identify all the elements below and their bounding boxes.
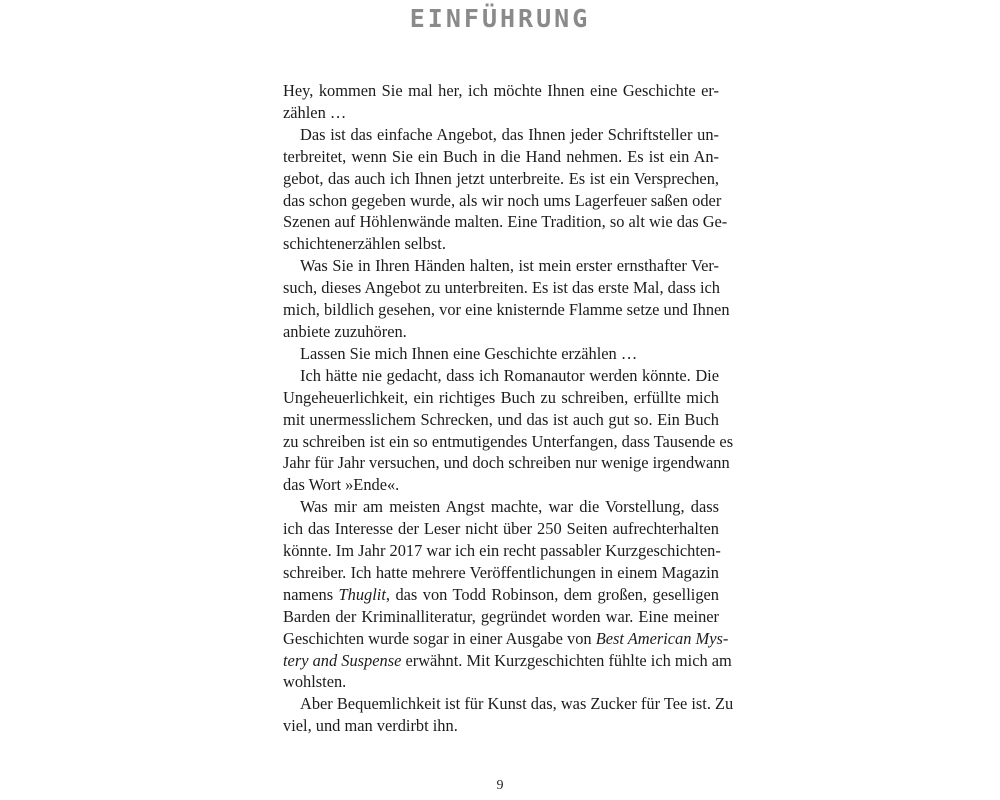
anthology-title: tery and Suspense bbox=[283, 650, 402, 670]
text-line bbox=[283, 584, 719, 606]
text-line: könnte. Im Jahr 2017 war ich ein recht passabler Kurzgeschichten- bbox=[283, 541, 721, 561]
text-line: Szenen auf Höhlenwände malten. Eine Tradition, so alt wie das Ge- bbox=[283, 212, 728, 232]
text-line: wohlsten. bbox=[283, 672, 347, 692]
text-line: mit unermesslichem Schrecken, und das ist auch gut so. Ein Buch bbox=[283, 409, 719, 429]
text-segment: Geschichten wurde sogar in einer Ausgabe von bbox=[283, 628, 596, 648]
text-line: zählen … bbox=[283, 102, 347, 122]
chapter-title: EINFÜHRUNG bbox=[409, 4, 591, 33]
text-line: Was Sie in Ihren Händen halten, ist mein erster ernsthafter Ver- bbox=[300, 256, 719, 276]
text-line: gebot, das auch ich Ihnen jetzt unterbreite. Es ist ein Versprechen, bbox=[283, 168, 719, 188]
magazine-title: Thuglit bbox=[338, 584, 386, 604]
text-line: Ich hätte nie gedacht, dass ich Romanautor werden könnte. Die bbox=[300, 365, 719, 385]
text-line: terbreitet, wenn Sie ein Buch in die Hand nehmen. Es ist ein An- bbox=[283, 146, 719, 166]
text-line: ich das Interesse der Leser nicht über 250 Seiten aufrechterhalten bbox=[283, 519, 719, 539]
page-number: 9 bbox=[496, 778, 504, 793]
text-line: Ungeheuerlichkeit, ein richtiges Buch zu schreiben, erfüllte mich bbox=[283, 387, 719, 407]
text-line: Lassen Sie mich Ihnen eine Geschichte erzählen … bbox=[300, 343, 638, 363]
anthology-title: Best American Mys- bbox=[595, 628, 729, 648]
text-line: schreiber. Ich hatte mehrere Veröffentlichungen in einem Magazin bbox=[283, 562, 719, 582]
text-line: schichtenerzählen selbst. bbox=[283, 234, 446, 254]
text-line: das Wort »Ende«. bbox=[283, 475, 400, 495]
body-text bbox=[283, 80, 734, 737]
text-line: Das ist das einfache Angebot, das Ihnen jeder Schriftsteller un- bbox=[300, 124, 719, 144]
text-line: zu schreiben ist ein so entmutigendes Unterfangen, dass Tausende es bbox=[283, 431, 734, 451]
text-segment: namens bbox=[283, 584, 339, 604]
text-line: Was mir am meisten Angst machte, war die Vorstellung, dass bbox=[300, 497, 719, 517]
text-line bbox=[283, 628, 729, 650]
text-line: such, dieses Angebot zu unterbreiten. Es ist das erste Mal, dass ich bbox=[283, 278, 720, 298]
text-segment: , das von Todd Robinson, dem großen, geselligen bbox=[385, 584, 719, 604]
text-segment: erwähnt. Mit Kurzgeschichten fühlte ich mich am bbox=[401, 650, 732, 670]
text-line: Hey, kommen Sie mal her, ich möchte Ihnen eine Geschichte er- bbox=[283, 81, 719, 100]
text-line: das schon gegeben wurde, als wir noch ums Lagerfeuer saßen oder bbox=[283, 190, 722, 210]
text-line bbox=[283, 650, 732, 672]
text-line: Aber Bequemlichkeit ist für Kunst das, was Zucker für Tee ist. Zu bbox=[300, 694, 734, 714]
text-line: mich, bildlich gesehen, vor eine knisternde Flamme setze und Ihnen bbox=[283, 300, 730, 320]
text-line: anbiete zuzuhören. bbox=[283, 321, 407, 341]
text-line: viel, und man verdirbt ihn. bbox=[283, 716, 458, 736]
text-line: Barden der Kriminalliteratur, gegründet worden war. Eine meiner bbox=[283, 606, 719, 626]
text-line: Jahr für Jahr versuchen, und doch schreiben nur wenige irgendwann bbox=[283, 453, 730, 473]
